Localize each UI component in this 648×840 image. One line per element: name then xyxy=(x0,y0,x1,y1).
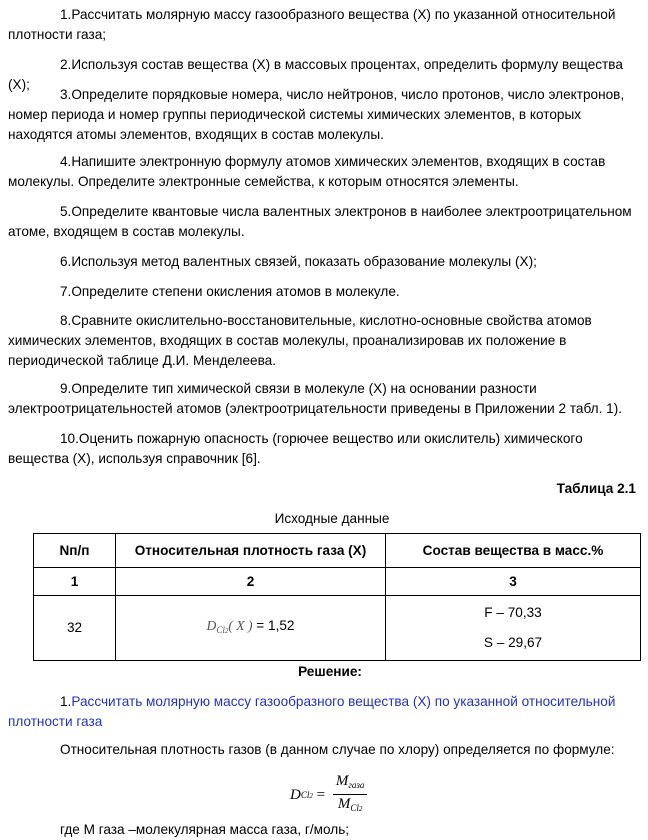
task-1: 1.Рассчитать молярную массу газообразного вещества (X) по указанной относительной плотности газа; xyxy=(8,7,616,42)
table-header-row xyxy=(34,534,641,568)
task-8: 8.Сравните окислительно-восстановительные, кислотно-основные свойства атомов химических элементов, входящих в состав молекулы, проанализировав их положение в периодической таблице Д.И. Менделеева. xyxy=(8,313,592,368)
composition-cell xyxy=(386,596,641,661)
solution-heading: Решение: xyxy=(298,664,362,679)
col-number-2: 2 xyxy=(116,568,386,596)
density-intro-text: Относительная плотность газов (в данном случае по хлору) определяется по формуле: xyxy=(60,742,615,757)
where-text: где М газа –молекулярная масса газа, г/моль; xyxy=(60,822,350,837)
header-density: Относительная плотность газа (X) xyxy=(116,534,386,568)
table-label: Таблица 2.1 xyxy=(556,481,636,496)
composition-sulfur: S – 29,67 xyxy=(483,635,543,650)
header-number: Nп/п xyxy=(34,534,116,568)
task-6: 6.Используя метод валентных связей, показать образование молекулы (X); xyxy=(60,254,537,269)
table-caption: Исходные данные xyxy=(274,511,390,526)
composition-fluorine: F – 70,33 xyxy=(484,605,542,620)
task-4: 4.Напишите электронную формулу атомов химических элементов, входящих в состав молекулы. Определите электронные семейства, к которым относятся элементы. xyxy=(8,154,606,189)
solution-step-1 xyxy=(8,692,638,732)
table-column-numbers-row xyxy=(34,568,641,596)
table-row xyxy=(34,596,641,661)
denominator-sub-index: 2 xyxy=(358,805,363,813)
task-5: 5.Определите квантовые числа валентных электронов в наиболее электроотрицательном атоме, входящем в состав молекулы. xyxy=(8,204,632,239)
density-value: = 1,52 xyxy=(252,617,295,633)
density-symbol: D xyxy=(206,617,217,633)
task-3: 3.Определите порядковые номера, число нейтронов, число протонов, число электронов, номер периода и номер группы периодической системы химических элементов, в которых находятся атомы элементов, входящих в состав молекулы. xyxy=(8,87,625,142)
formula-lhs-sub-index: 2 xyxy=(309,791,313,800)
task-10: 10.Оценить пожарную опасность (горючее вещество или окислитель) химического вещества (X), используя справочник [6]. xyxy=(8,431,583,466)
header-composition: Состав вещества в масс.% xyxy=(386,534,641,568)
density-subscript-element: Cl xyxy=(216,624,225,635)
density-subscript xyxy=(216,625,228,635)
density-argument: ( X ) xyxy=(228,617,253,633)
col-number-1: 1 xyxy=(34,568,116,596)
density-subscript-index: 2 xyxy=(224,626,229,635)
numerator-subscript: газа xyxy=(348,780,365,790)
formula-lhs: D xyxy=(290,787,301,803)
col-number-3: 3 xyxy=(386,568,641,596)
density-formula xyxy=(290,772,367,818)
formula-lhs-sub-element: Cl xyxy=(300,789,310,800)
task-7: 7.Определите степени окисления атомов в молекуле. xyxy=(60,284,400,299)
task-9: 9.Определите тип химической связи в молекуле (X) на основании разности электроотрицательностей атомов (электроотрицательности приведены в Приложении 2 табл. 1). xyxy=(8,381,622,416)
formula-lhs-subscript xyxy=(301,785,313,806)
denominator-symbol: M xyxy=(337,796,351,812)
denominator-subscript xyxy=(350,803,362,813)
denominator-sub-element: Cl xyxy=(350,803,359,813)
source-data-table xyxy=(33,533,641,661)
solution-step-1-text: Рассчитать молярную массу газообразного вещества (X) по указанной относительной плотности газа xyxy=(8,694,616,729)
formula-equals: = xyxy=(312,787,329,803)
task-2: 2.Используя состав вещества (X) в массовых процентах, определить формулу вещества (X); xyxy=(8,57,623,92)
formula-fraction xyxy=(333,772,368,818)
variant-number: 32 xyxy=(34,596,116,661)
numerator-symbol: M xyxy=(335,773,349,789)
solution-step-1-number: 1. xyxy=(60,694,72,709)
formula-denominator xyxy=(335,795,366,818)
formula-numerator xyxy=(333,772,368,795)
density-cell xyxy=(116,596,386,661)
